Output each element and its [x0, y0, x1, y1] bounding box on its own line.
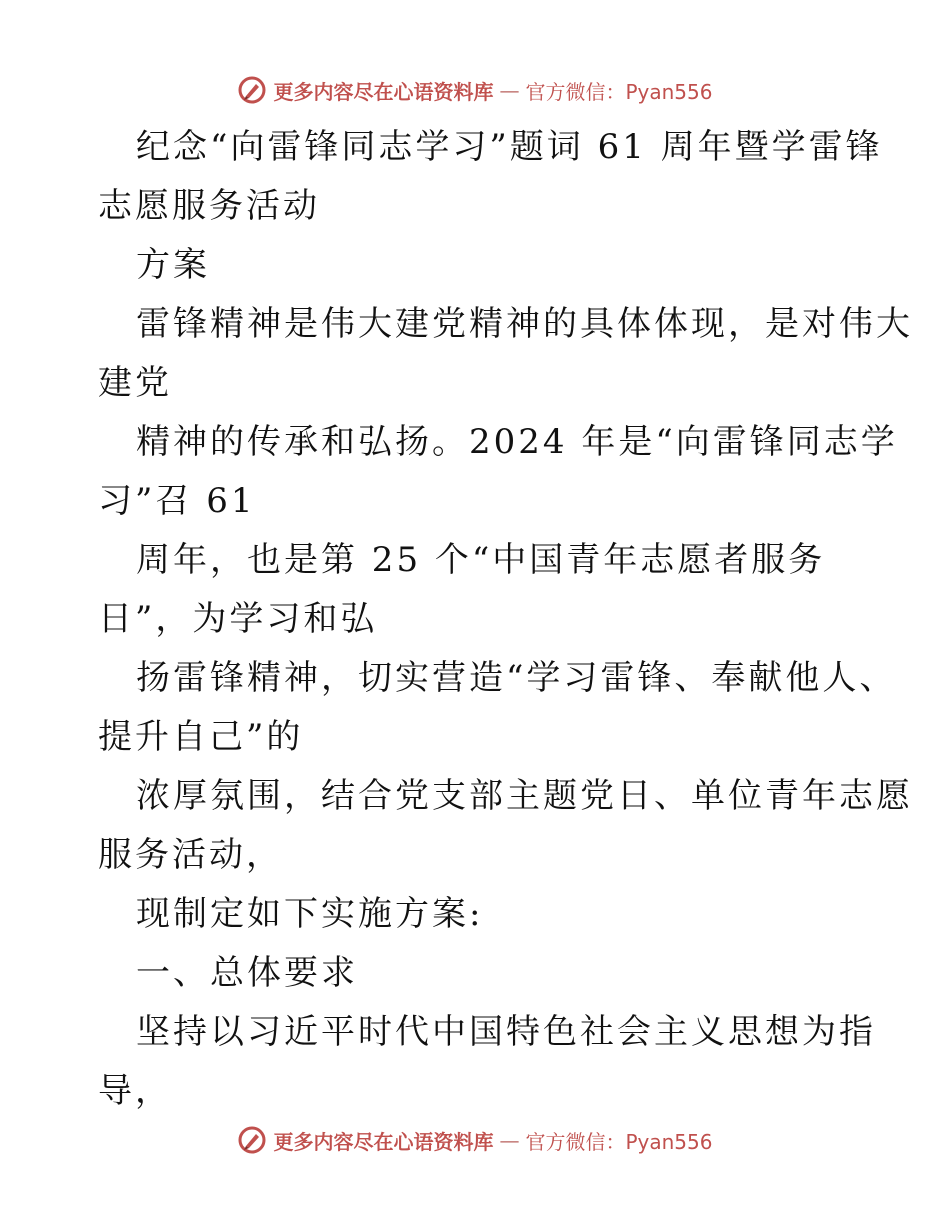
doc-line: 建党 [98, 363, 172, 403]
pen-nib-circle-icon [237, 75, 267, 105]
document-body [98, 118, 913, 1121]
doc-line: 导， [98, 1071, 172, 1111]
header-watermark-banner [0, 70, 950, 110]
doc-line-title-2: 志愿服务活动 [98, 186, 320, 226]
doc-line: 精神的传承和弘扬。2024 年是“向雷锋同志学 [136, 422, 898, 462]
banner-brand-text: 更多内容尽在心语资料库 [273, 1129, 494, 1154]
doc-line: 周年，也是第 25 个“中国青年志愿者服务 [136, 540, 826, 580]
doc-line-title-3: 方案 [136, 245, 210, 285]
doc-line: 浓厚氛围，结合党支部主题党日、单位青年志愿 [136, 776, 913, 816]
doc-line: 坚持以习近平时代中国特色社会主义思想为指 [136, 1012, 876, 1052]
section-heading: 一、总体要求 [136, 953, 358, 993]
doc-line: 提升自己”的 [98, 717, 304, 757]
doc-line: 习”召 61 [98, 481, 256, 521]
banner-brand-text: 更多内容尽在心语资料库 [273, 79, 494, 104]
footer-watermark-banner [0, 1120, 950, 1160]
doc-line: 现制定如下实施方案: [136, 894, 484, 934]
banner-dash: — [499, 78, 520, 102]
pen-nib-circle-icon [237, 1125, 267, 1155]
banner-account-text: 官方微信：Pyan556 [525, 1129, 713, 1154]
doc-line: 扬雷锋精神，切实营造“学习雷锋、奉献他人、 [136, 658, 897, 698]
banner-account-text: 官方微信：Pyan556 [525, 79, 713, 104]
banner-dash: — [499, 1128, 520, 1152]
doc-line: 服务活动， [98, 835, 283, 875]
doc-line: 雷锋精神是伟大建党精神的具体体现，是对伟大 [136, 304, 913, 344]
doc-line: 日”，为学习和弘 [98, 599, 378, 639]
doc-line-title-1: 纪念“向雷锋同志学习”题词 61 周年暨学雷锋 [136, 127, 883, 167]
